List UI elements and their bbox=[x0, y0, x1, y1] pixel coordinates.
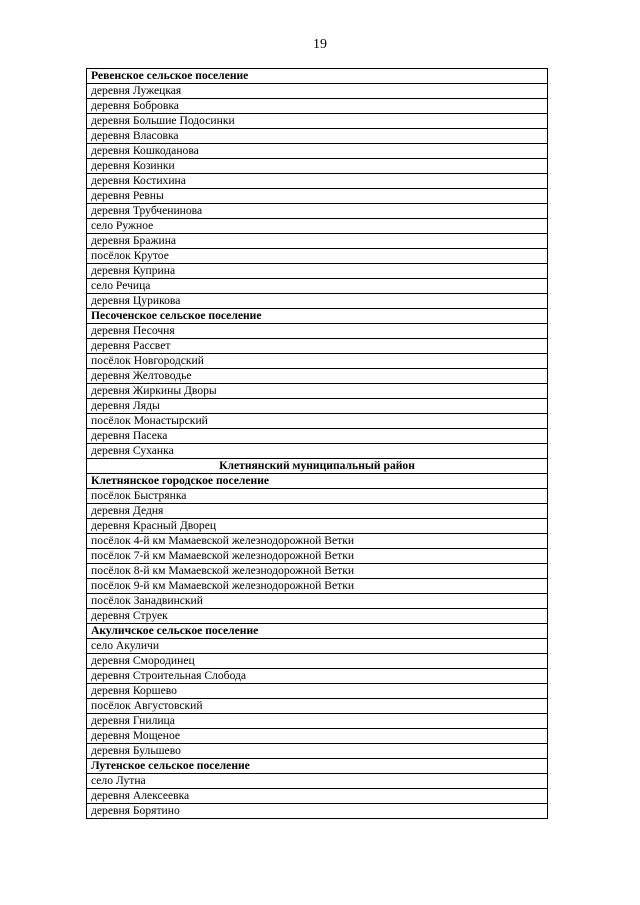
locality-name: деревня Суханка bbox=[87, 444, 548, 459]
locality-name: деревня Смородинец bbox=[87, 654, 548, 669]
locality-row bbox=[87, 489, 548, 504]
locality-row bbox=[87, 444, 548, 459]
locality-row bbox=[87, 129, 548, 144]
locality-name: деревня Ляды bbox=[87, 399, 548, 414]
locality-name: село Речица bbox=[87, 279, 548, 294]
locality-row bbox=[87, 519, 548, 534]
settlement-header-row bbox=[87, 309, 548, 324]
locality-row bbox=[87, 684, 548, 699]
settlement-header-row bbox=[87, 759, 548, 774]
locality-row bbox=[87, 399, 548, 414]
locality-name: деревня Козинки bbox=[87, 159, 548, 174]
locality-name: деревня Бульшево bbox=[87, 744, 548, 759]
locality-row bbox=[87, 414, 548, 429]
locality-name: деревня Строительная Слобода bbox=[87, 669, 548, 684]
locality-name: посёлок 8-й км Мамаевской железнодорожной Ветки bbox=[87, 564, 548, 579]
locality-name: деревня Пасека bbox=[87, 429, 548, 444]
locality-name: деревня Трубченинова bbox=[87, 204, 548, 219]
locality-row bbox=[87, 789, 548, 804]
locality-name: деревня Борятино bbox=[87, 804, 548, 819]
locality-row bbox=[87, 144, 548, 159]
locality-row bbox=[87, 699, 548, 714]
locality-name: деревня Бражина bbox=[87, 234, 548, 249]
locality-row bbox=[87, 609, 548, 624]
locality-name: деревня Власовка bbox=[87, 129, 548, 144]
locality-row bbox=[87, 654, 548, 669]
locality-name: посёлок Новгородский bbox=[87, 354, 548, 369]
locality-name: деревня Ревны bbox=[87, 189, 548, 204]
locality-name: деревня Кошкоданова bbox=[87, 144, 548, 159]
locality-row bbox=[87, 294, 548, 309]
locality-row bbox=[87, 339, 548, 354]
locality-row bbox=[87, 669, 548, 684]
locality-name: посёлок 9-й км Мамаевской железнодорожной Ветки bbox=[87, 579, 548, 594]
locality-row bbox=[87, 189, 548, 204]
locality-name: село Акуличи bbox=[87, 639, 548, 654]
locality-name: деревня Дедня bbox=[87, 504, 548, 519]
locality-name: деревня Большие Подосинки bbox=[87, 114, 548, 129]
locality-name: деревня Красный Дворец bbox=[87, 519, 548, 534]
locality-row bbox=[87, 279, 548, 294]
locality-name: деревня Куприна bbox=[87, 264, 548, 279]
district-name: Клетнянский муниципальный район bbox=[87, 459, 548, 474]
locality-table-body bbox=[87, 69, 548, 819]
district-header-row bbox=[87, 459, 548, 474]
locality-name: посёлок 7-й км Мамаевской железнодорожной Ветки bbox=[87, 549, 548, 564]
settlement-name: Лутенское сельское поселение bbox=[87, 759, 548, 774]
locality-name: посёлок Быстрянка bbox=[87, 489, 548, 504]
locality-name: деревня Коршево bbox=[87, 684, 548, 699]
locality-name: деревня Костихина bbox=[87, 174, 548, 189]
locality-name: посёлок 4-й км Мамаевской железнодорожной Ветки bbox=[87, 534, 548, 549]
locality-row bbox=[87, 774, 548, 789]
locality-row bbox=[87, 264, 548, 279]
locality-name: посёлок Занадвинский bbox=[87, 594, 548, 609]
locality-row bbox=[87, 114, 548, 129]
locality-row bbox=[87, 84, 548, 99]
locality-name: посёлок Монастырский bbox=[87, 414, 548, 429]
locality-row bbox=[87, 564, 548, 579]
locality-row bbox=[87, 579, 548, 594]
locality-name: посёлок Августовский bbox=[87, 699, 548, 714]
locality-row bbox=[87, 369, 548, 384]
locality-name: село Ружное bbox=[87, 219, 548, 234]
locality-name: деревня Рассвет bbox=[87, 339, 548, 354]
settlement-name: Акуличское сельское поселение bbox=[87, 624, 548, 639]
locality-table bbox=[86, 68, 548, 819]
locality-row bbox=[87, 249, 548, 264]
locality-row bbox=[87, 729, 548, 744]
locality-row bbox=[87, 594, 548, 609]
locality-name: деревня Жиркины Дворы bbox=[87, 384, 548, 399]
locality-row bbox=[87, 159, 548, 174]
locality-name: деревня Струек bbox=[87, 609, 548, 624]
locality-row bbox=[87, 429, 548, 444]
locality-name: деревня Бобровка bbox=[87, 99, 548, 114]
locality-row bbox=[87, 354, 548, 369]
locality-name: деревня Цурикова bbox=[87, 294, 548, 309]
locality-name: деревня Желтоводье bbox=[87, 369, 548, 384]
locality-name: деревня Мощеное bbox=[87, 729, 548, 744]
locality-row bbox=[87, 804, 548, 819]
locality-name: посёлок Крутое bbox=[87, 249, 548, 264]
locality-name: село Лутна bbox=[87, 774, 548, 789]
locality-row bbox=[87, 744, 548, 759]
locality-row bbox=[87, 504, 548, 519]
locality-row bbox=[87, 219, 548, 234]
settlement-header-row bbox=[87, 474, 548, 489]
locality-name: деревня Алексеевка bbox=[87, 789, 548, 804]
settlement-header-row bbox=[87, 69, 548, 84]
locality-name: деревня Гнилица bbox=[87, 714, 548, 729]
locality-name: деревня Песочня bbox=[87, 324, 548, 339]
locality-row bbox=[87, 549, 548, 564]
locality-name: деревня Лужецкая bbox=[87, 84, 548, 99]
locality-row bbox=[87, 174, 548, 189]
settlement-name: Ревенское сельское поселение bbox=[87, 69, 548, 84]
settlement-name: Клетнянское городское поселение bbox=[87, 474, 548, 489]
locality-row bbox=[87, 534, 548, 549]
settlement-name: Песоченское сельское поселение bbox=[87, 309, 548, 324]
locality-row bbox=[87, 234, 548, 249]
locality-row bbox=[87, 639, 548, 654]
locality-row bbox=[87, 99, 548, 114]
settlement-header-row bbox=[87, 624, 548, 639]
locality-row bbox=[87, 384, 548, 399]
locality-row bbox=[87, 324, 548, 339]
page-number: 19 bbox=[313, 37, 327, 52]
locality-row bbox=[87, 204, 548, 219]
locality-row bbox=[87, 714, 548, 729]
